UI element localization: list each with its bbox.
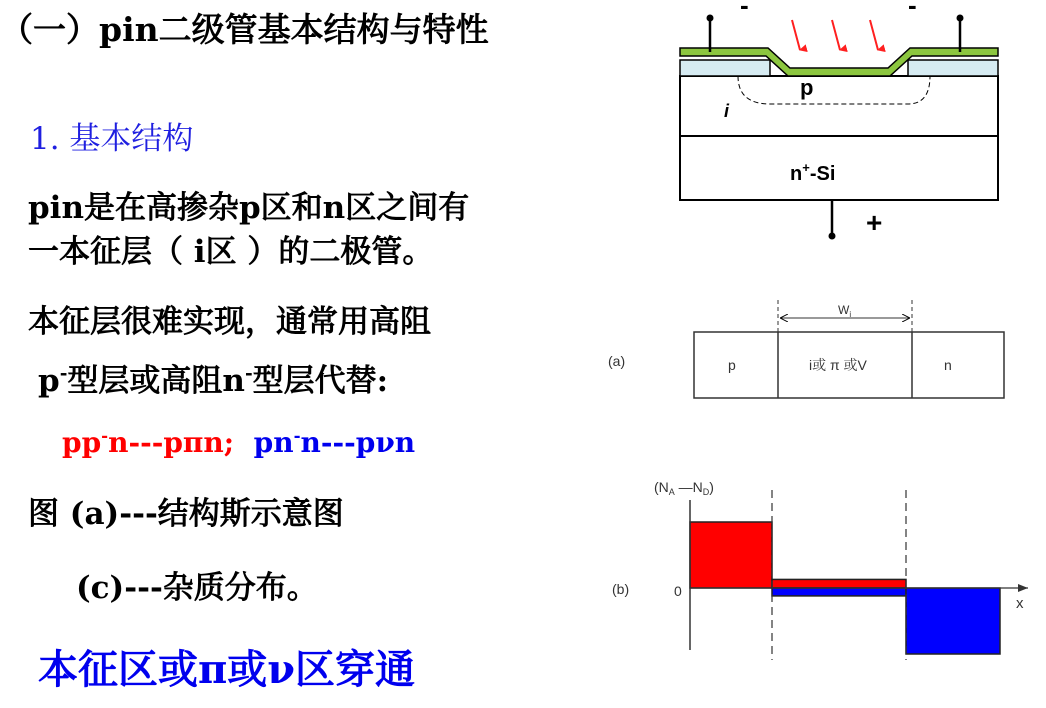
chart-bar-p-0 [690,522,772,588]
superscript: - [101,425,109,446]
superscript: + [802,160,810,175]
text-fragment: n---pνn [300,426,416,459]
paragraph-1-line-2: 一本征层（ i区 ）的二极管。 [28,234,434,270]
region-n-label: n [944,357,952,373]
text-fragment: (N [654,479,669,495]
oxide-left [680,60,770,76]
text-fragment: pn [253,426,294,459]
oxide-right [908,60,998,76]
terminal-bottom-dot [829,233,836,240]
text-fragment: 型层或高阻n [67,363,245,399]
doping-profile-chart [608,470,1038,670]
light-arrow-icon [870,20,878,50]
light-arrow-icon [792,20,800,50]
text-fragment: W [838,303,850,317]
terminal-left-dot [707,15,714,22]
text-fragment: ) [709,479,714,495]
subscript: i [849,310,852,319]
text-fragment: 型层代替: [252,363,389,399]
text-fragment: -Si [809,163,836,185]
region-i-label: i或 π 或V [809,357,867,373]
formula-blue [254,426,416,459]
width-label [838,303,851,319]
text-fragment: p [38,363,60,399]
structure-diagram [608,296,1038,406]
substrate-block [680,136,998,200]
page-title: （一）pin二级管基本结构与特性 [0,10,489,49]
caption-c: (c)---杂质分布。 [76,570,318,606]
superscript: - [244,363,253,385]
chart-bar-i-2 [772,588,906,596]
y-axis-label [654,479,714,497]
chart-bar-n-3 [906,588,1000,654]
text-fragment: —N [674,479,703,495]
text-fragment: n---pπn; [108,426,235,459]
text-fragment: pp [62,426,102,459]
caption-a: 图 (a)---结构斯示意图 [28,496,344,532]
i-label: i [724,101,730,121]
paragraph-2-line-2 [38,355,388,400]
paragraph-2-line-1: 本征层很难实现，通常用高阻 [28,304,431,340]
terminal-right-dot [957,15,964,22]
region-p-label: p [728,357,736,373]
chart-b-label: (b) [612,581,630,597]
footer-heading: 本征区或π或ν区穿通 [38,646,416,693]
minus-left-label: - [740,0,749,20]
subscript: D [702,487,710,497]
superscript: - [293,425,301,446]
formula-line [62,426,415,459]
diagram-a-label: (a) [608,353,626,369]
device-cross-section [660,0,1046,250]
superscript: - [59,363,68,385]
text-fragment: n [790,163,803,185]
p-label: p [800,75,814,100]
subscript: A [668,487,675,497]
section-heading: 1. 基本结构 [30,121,194,157]
paragraph-1-line-1: pin是在高掺杂p区和n区之间有 [28,190,470,226]
formula-red [62,426,234,459]
x-axis-label: x [1016,595,1024,612]
substrate-label [790,160,835,185]
chart-bar-i-1 [772,579,906,588]
light-arrow-icon [832,20,840,50]
zero-label: 0 [674,583,682,599]
plus-label: + [866,207,883,238]
minus-right-label: - [908,0,917,20]
